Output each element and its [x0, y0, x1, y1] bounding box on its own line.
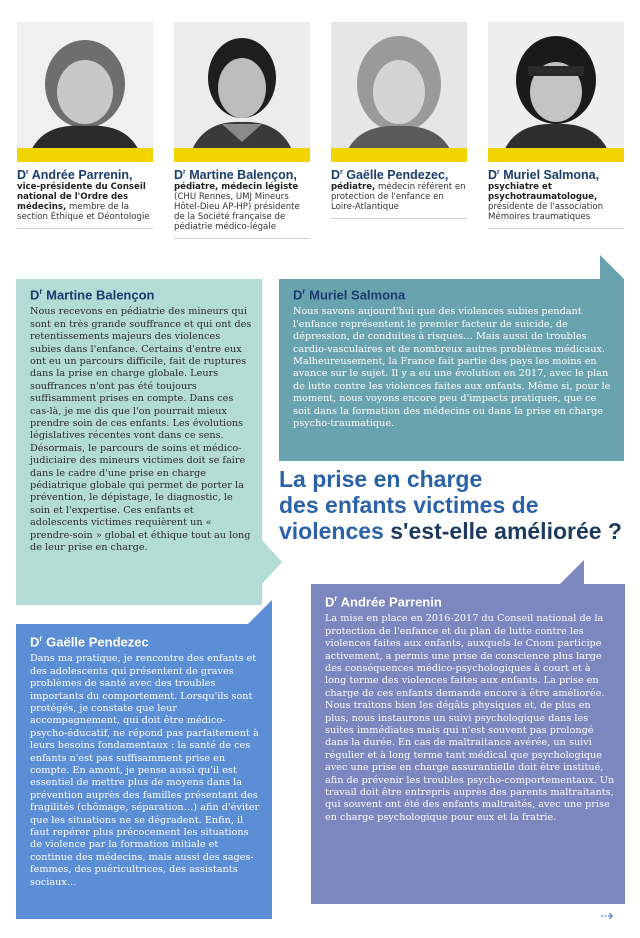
person-role-bold: pédiatre, médecin légiste — [174, 182, 299, 193]
title-line-2: des enfants victimes de — [279, 492, 539, 518]
person-name: $D^r$ Andrée Parrenin, — [17, 168, 133, 183]
caption-parrenin — [17, 166, 153, 229]
person-name: $D^r$ Martine Balençon, — [174, 168, 297, 183]
quote-text: Nous savons aujourd'hui que des violences subies pendant l'enfance représentent le premier facteur de suicide, de dépression, de conduites à risques… Mais aussi de troubles cardio-vasculaires et de nombreux autres problèmes médicaux. Malheureusement, la France fait partie des pays les moins en avance sur le sujet. Il y a eu une évolution en 2017, avec le plan de lutte contre les violences faites aux enfants. Même si, pour le moment, nous voyons encore peu d'impacts pratiques, que ce soit dans la formation des médecins ou dans la prise en charge psycho-traumatique. — [293, 306, 611, 429]
quote-heading: $D^r$ Andrée Parrenin — [325, 594, 442, 610]
caption-pendezec — [331, 166, 467, 219]
person-name: $D^r$ Muriel Salmona, — [488, 168, 600, 183]
portrait-parrenin — [17, 22, 153, 162]
portrait-salmona — [488, 22, 624, 162]
quote-heading: $D^r$ Martine Balençon — [30, 287, 155, 303]
speech-tail-balencon — [262, 540, 282, 584]
quote-box-pendezec — [16, 624, 272, 919]
page-title — [279, 466, 624, 544]
title-line-3 — [279, 518, 624, 544]
portrait-image — [174, 22, 310, 162]
quote-heading: $D^r$ Muriel Salmona — [293, 287, 406, 303]
person-role: membre de la section Éthique et Déontologie — [17, 202, 150, 223]
portrait-pendezec — [331, 22, 467, 162]
quote-text: Nous recevons en pédiatrie des mineurs qui sont en très grande souffrance et qui ont des retentissements majeurs des violences subies dans l'enfance. Certains d'entre eux ont eu un parcours difficile, fait de ruptures dans la prise en charge globale. Leurs souffrances n'ont pas été toujours suffisamment prises en compte. Dans ces cas-là, je me dis que l'on pourrait mieux prendre soin de ces enfants. Les évolutions législatives récentes vont dans ce sens. Désormais, le parcours de soins et médico-judiciaire des mineurs victimes doit se faire dans le cadre d'une prise en charge pédiatrique globale qui permet de porter la prévention, le dépistage, le diagnostic, le soin et l'expertise. Ces enfants et adolescents victimes requièrent un « prendre-soin » global et éthique tout au long de leur prise en charge. — [30, 306, 252, 554]
quote-box-parrenin — [311, 584, 625, 904]
person-name: $D^r$ Gaëlle Pendezec, — [331, 168, 449, 183]
person-role: médecin référent en protection de l'enfance en Loire-Atlantique — [331, 182, 466, 213]
quote-heading: $D^r$ Gaëlle Pendezec — [30, 634, 149, 650]
portrait-image — [17, 22, 153, 162]
caption-salmona — [488, 166, 624, 229]
portrait-image — [488, 22, 624, 162]
person-role: (CHU Rennes, UMJ Mineurs Hôtel-Dieu AP-HP) présidente de la Société française de pédiatrie médico-légale — [174, 192, 300, 233]
quote-box-balencon — [16, 279, 262, 605]
quote-box-salmona — [279, 279, 624, 461]
caption-balencon — [174, 166, 310, 239]
person-role-bold: vice-présidente du Conseil national de l'Ordre des médecins, — [17, 182, 146, 213]
speech-tail-parrenin — [560, 560, 584, 584]
quote-text: Dans ma pratique, je rencontre des enfants et des adolescents qui présentent de graves problèmes de santé avec des troubles importants du comportement. Lorsqu'ils sont protégés, je constate que leur accompagnement, qui doit être médico-psycho-éducatif, ne répond pas parfaitement à leurs besoins fondamentaux : la santé de ces enfants n'est pas suffisamment prise en compte. En amont, je pense aussi qu'il est essentiel de mettre plus de moyens dans la prévention auprès des familles présentant des fragilités (chômage, séparation…) afin d'éviter que les situations ne se dégradent. Enfin, il faut repérer plus précocement les situations de violence par la formation initiale et continue des médecins, mais aussi des sages-femmes, des puéricultrices, des assistants sociaux… — [30, 653, 260, 888]
person-role-bold: psychiatre et psychotraumatologue, — [488, 182, 598, 203]
title-highlight: violences — [279, 518, 384, 544]
title-question: s'est-elle améliorée ? — [383, 518, 622, 544]
quote-text: La mise en place en 2016-2017 du Conseil national de la protection de l'enfance et du plan de lutte contre les violences faites aux enfants, auxquels le Cnom participe activement, a permis une prise de conscience plus large des conséquences médico-psychologiques à court et à long terme des violences faites aux enfants. La prise en charge de ces enfants demande encore à être améliorée. Nous traitons bien les dégâts physiques et, de plus en plus, nous instaurons un suivi psychologique dans les suites immédiates mais qui n'est souvent pas prolongé dans la durée. En cas de maltraitance avérée, un suivi régulier et à long terme tant médical que psychologique avec une prise en charge assurantielle doit être institué, afin de prévenir les troubles psycho-comportementaux. Un travail doit être entrepris auprès des parents maltraitants, qui souvent ont été des enfants maltraités, avec une prise en charge psychologique pour eux et la fratrie. — [325, 613, 615, 823]
portrait-image — [331, 22, 467, 162]
person-role: présidente de l'association Mémoires traumatiques — [488, 202, 604, 223]
next-page-arrow-icon[interactable]: ⇢ — [600, 906, 614, 925]
speech-tail-pendezec — [248, 600, 272, 624]
portrait-balencon — [174, 22, 310, 162]
title-line-1: La prise en charge — [279, 466, 483, 492]
person-role-bold: pédiatre, — [331, 182, 376, 193]
speech-tail-salmona — [600, 255, 624, 279]
